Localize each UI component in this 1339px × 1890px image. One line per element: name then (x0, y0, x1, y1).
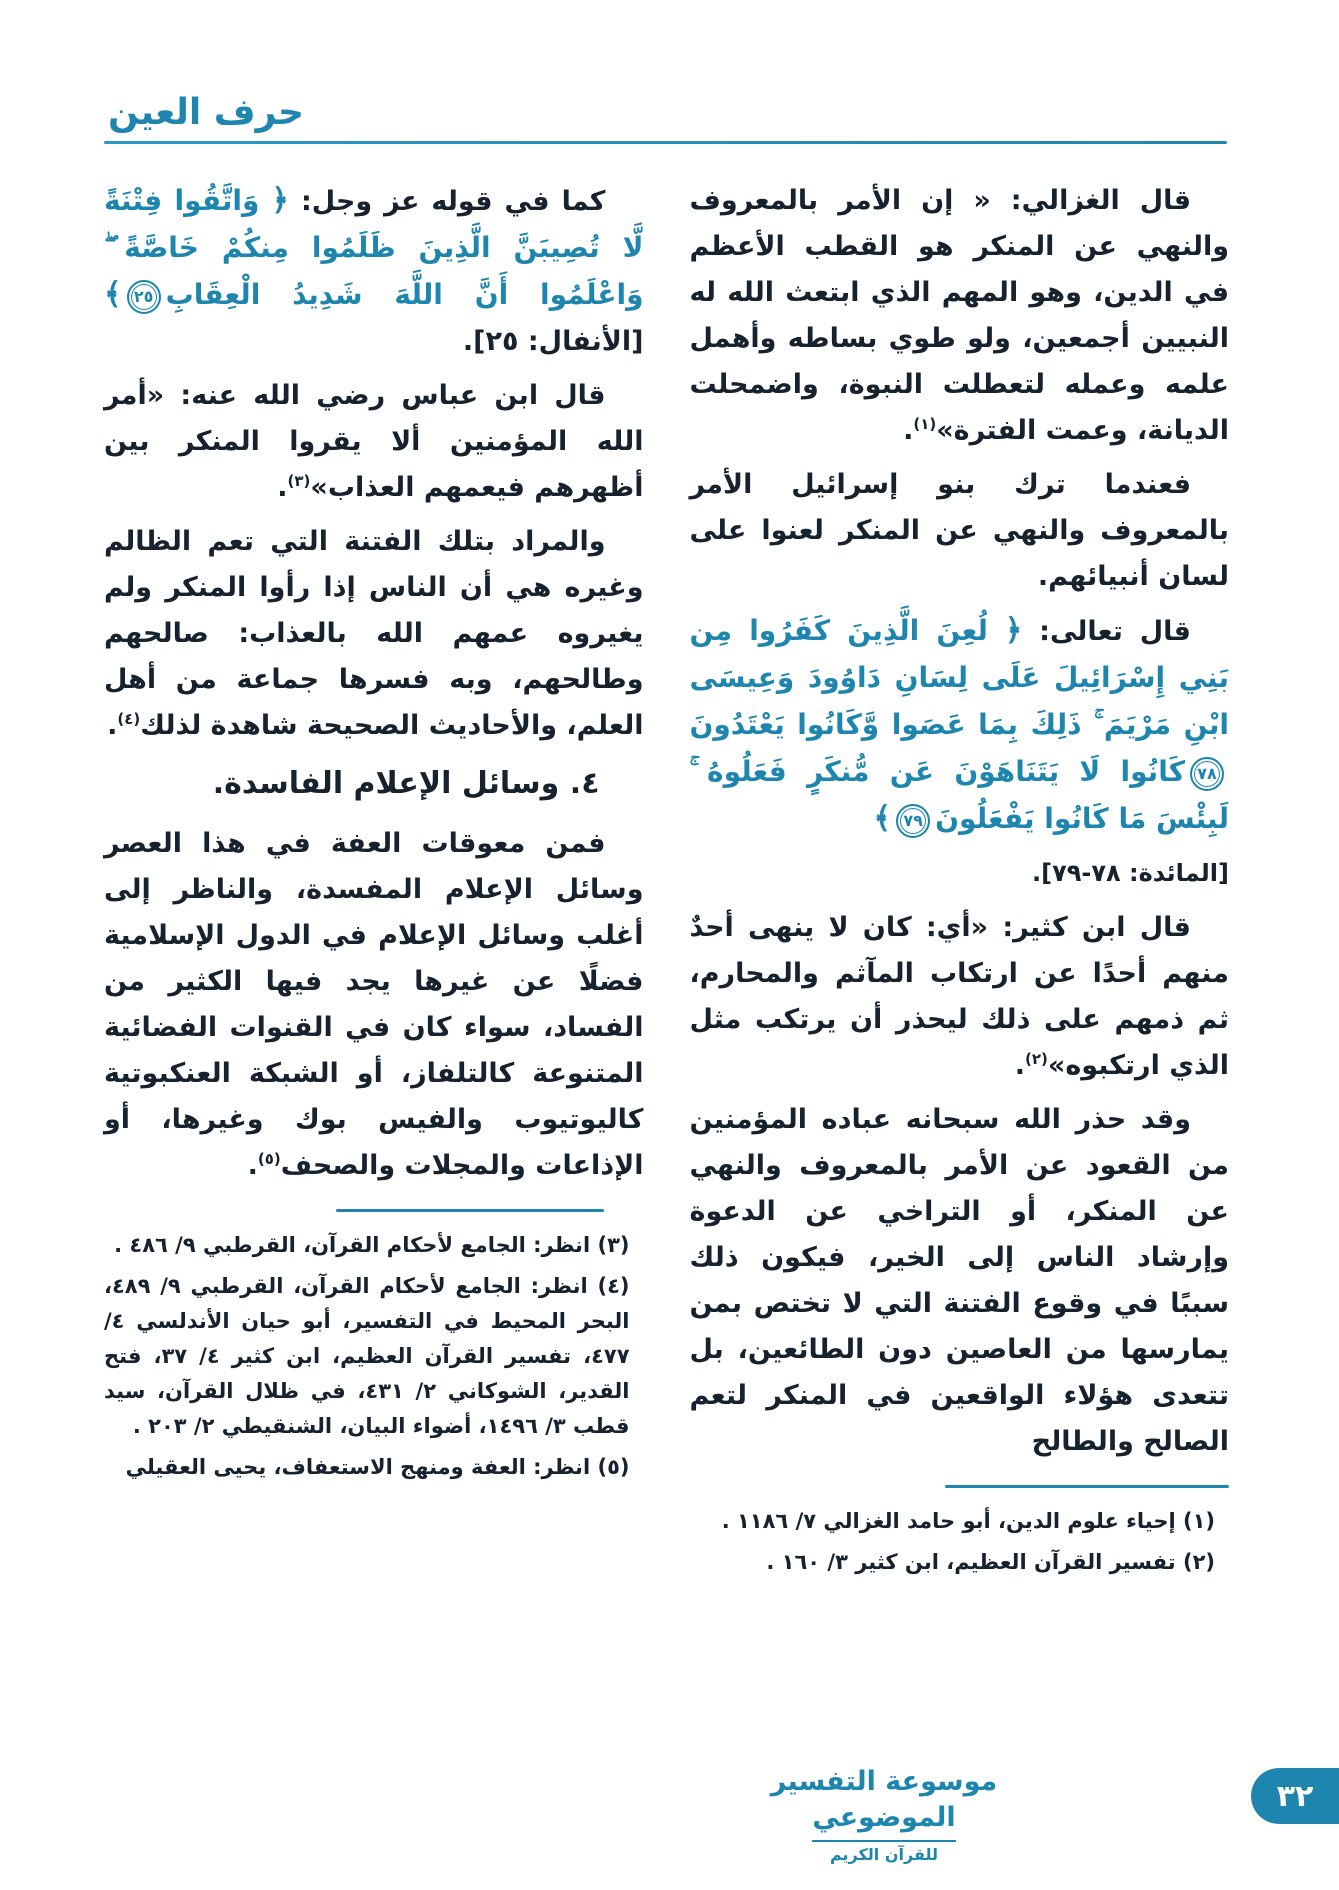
period: . (277, 472, 288, 503)
fitnah-explanation-paragraph (104, 519, 644, 749)
paragraph-text: فمن معوقات العفة في هذا العصر وسائل الإعلام المفسدة، والناظر إلى أغلب وسائل الإعلام في الدول الإسلامية فضلًا عن غيرها يجد فيها الكثير من الفساد، سواء كان في القنوات الفضائية المتنوعة كالتلفاز، أو الشبكة العنكبوتية كاليوتيوب والفيس بوك وغيرها، أو الإذاعات والمجلات والصحف (104, 828, 644, 1181)
page-header (0, 92, 1339, 144)
footnote-separator (945, 1485, 1229, 1488)
verse-reference-maidah: [المائدة: ٧٨-٧٩]. (1032, 859, 1229, 887)
ibn-abbas-paragraph (104, 373, 644, 511)
verse-text-a: لُعِنَ الَّذِينَ كَفَرُوا مِن بَنِي إِسْرَائِيلَ عَلَى لِسَانِ دَاوُودَ وَعِيسَى ابْنِ مَرْيَمَ ۚ ذَلِكَ بِمَا عَصَوا وَّكَانُوا يَعْتَدُونَ (689, 614, 1229, 741)
warning-paragraph: وقد حذر الله سبحانه عباده المؤمنين من القعود عن الأمر بالمعروف والنهي عن المنكر، أو التراخي عن الدعوة وإرشاد الناس إلى الخير، فيكون ذلك سببًا في وقوع الفتنة التي لا تختص بمن يمارسها من العاصين دون الطائعين، بل تتعدى هؤلاء الواقعين في المنكر لتعم الصالح والطالح (689, 1104, 1229, 1457)
ayah-number-medallion: ٢٥ (127, 280, 161, 314)
footnote-item: (١) إحياء علوم الدين، أبو حامد الغزالي ٧/ ١١٨٦ . (721, 1509, 1215, 1533)
publisher-logo-title: موسوعة التفسير الموضوعي (770, 1766, 998, 1833)
media-paragraph (104, 821, 644, 1189)
footnote-item: (٢) تفسير القرآن العظيم، ابن كثير ٣/ ١٦٠ . (766, 1550, 1215, 1574)
footnote-ref-4: (٤) (117, 710, 141, 728)
content-columns (0, 144, 1339, 1586)
left-column (104, 178, 644, 1586)
footnote-ref-1: (١) (913, 415, 937, 433)
footnote-ref-5: (٥) (257, 1150, 281, 1168)
footnote-item: (٣) انظر: الجامع لأحكام القرآن، القرطبي ٩/ ٤٨٦ . (114, 1233, 630, 1257)
verse-open-bracket: ﴿ (1004, 613, 1023, 648)
publisher-logo (759, 1764, 1009, 1864)
ghazali-quote-paragraph (690, 178, 1230, 454)
publisher-logo-subtitle: للقرآن الكريم (812, 1840, 956, 1864)
period: . (107, 710, 118, 741)
verse-close-bracket: ﴾ (873, 801, 892, 836)
period: . (247, 1150, 258, 1181)
footnote-item: (٤) انظر: الجامع لأحكام القرآن، القرطبي ٩/ ٤٨٩، البحر المحيط في التفسير، أبو حيان الأندلسي ٤/ ٤٧٧، تفسير القرآن العظيم، ابن كثير ٤/ ٣٧، فتح القدير، الشوكاني ٢/ ٤٣١، في ظلال القرآن، سيد قطب ٣/ ١٤٩٦، أضواء البيان، الشنقيطي ٢/ ٢٠٣ . (104, 1274, 630, 1438)
verse-intro: قال تعالى: (1022, 616, 1191, 647)
quran-verse-anfal (104, 178, 644, 365)
right-column (690, 178, 1230, 1586)
ibn-kathir-paragraph (690, 905, 1230, 1089)
israel-paragraph: فعندما ترك بنو إسرائيل الأمر بالمعروف والنهي عن المنكر لعنوا على لسان أنبيائهم. (689, 469, 1229, 592)
verse-intro: كما في قوله عز وجل: (288, 186, 606, 217)
period: . (903, 415, 914, 446)
right-footnotes (690, 1504, 1230, 1580)
ayah-number-medallion: ٧٩ (896, 804, 930, 838)
page-number: ٣٢ (1276, 1778, 1314, 1814)
verse-close-bracket: ﴾ (104, 277, 122, 312)
chapter-title: حرف العين (108, 92, 304, 133)
footnote-ref-3: (٣) (287, 472, 311, 490)
footnote-ref-2: (٢) (1025, 1050, 1048, 1068)
verse-open-bracket: ﴿ (271, 183, 289, 218)
footnote-separator (336, 1209, 604, 1212)
footnote-item: (٥) انظر: العفة ومنهج الاستعفاف، يحيى العقيلي (125, 1455, 630, 1479)
paragraph-text: والمراد بتلك الفتنة التي تعم الظالم وغيره هي أن الناس إذا رأوا المنكر ولم يغيروه عمهم الله بالعذاب: صالحهم وطالحهم، وبه فسرها جماعة من أهل العلم، والأحاديث الصحيحة شاهدة لذلك (104, 526, 644, 741)
paragraph-text: قال ابن كثير: «أي: كان لا ينهى أحدٌ منهم أحدًا عن ارتكاب المآثم والمحارم، ثم ذمهم على ذلك ليحذر أن يرتكب مثل الذي ارتكبوه» (689, 912, 1229, 1081)
verse-text-b: كَانُوا لَا يَتَنَاهَوْنَ عَن مُّنكَرٍ فَعَلُوهُ ۚ لَبِئْسَ مَا كَانُوا يَفْعَلُونَ (689, 755, 1229, 835)
quran-verse-maidah (690, 608, 1230, 843)
ayah-number-medallion: ٧٨ (1190, 757, 1224, 791)
section-heading: ٤. وسائل الإعلام الفاسدة. (212, 766, 600, 801)
left-footnotes (104, 1228, 644, 1485)
verse-text: وَاتَّقُوا فِتْنَةً لَّا تُصِيبَنَّ الَّذِينَ ظَلَمُوا مِنكُمْ خَاصَّةً ۖ وَاعْلَمُوا أَنَّ اللَّهَ شَدِيدُ الْعِقَابِ (104, 184, 644, 311)
verse-reference-anfal: [الأنفال: ٢٥]. (462, 326, 644, 357)
paragraph-text: قال ابن عباس رضي الله عنه: «أمر الله المؤمنين ألا يقروا المنكر بين أظهرهم فيعمهم العذاب» (104, 380, 644, 503)
page-number-tab (1251, 1768, 1339, 1824)
period: . (1014, 1050, 1026, 1081)
paragraph-text: قال الغزالي: « إن الأمر بالمعروف والنهي عن المنكر هو القطب الأعظم في الدين، وهو المهم الذي ابتعث الله له النبيين أجمعين، ولو طوي بساطه وأهمل علمه وعمله لتعطلت النبوة، واضمحلت الديانة، وعمت الفترة» (689, 185, 1229, 446)
